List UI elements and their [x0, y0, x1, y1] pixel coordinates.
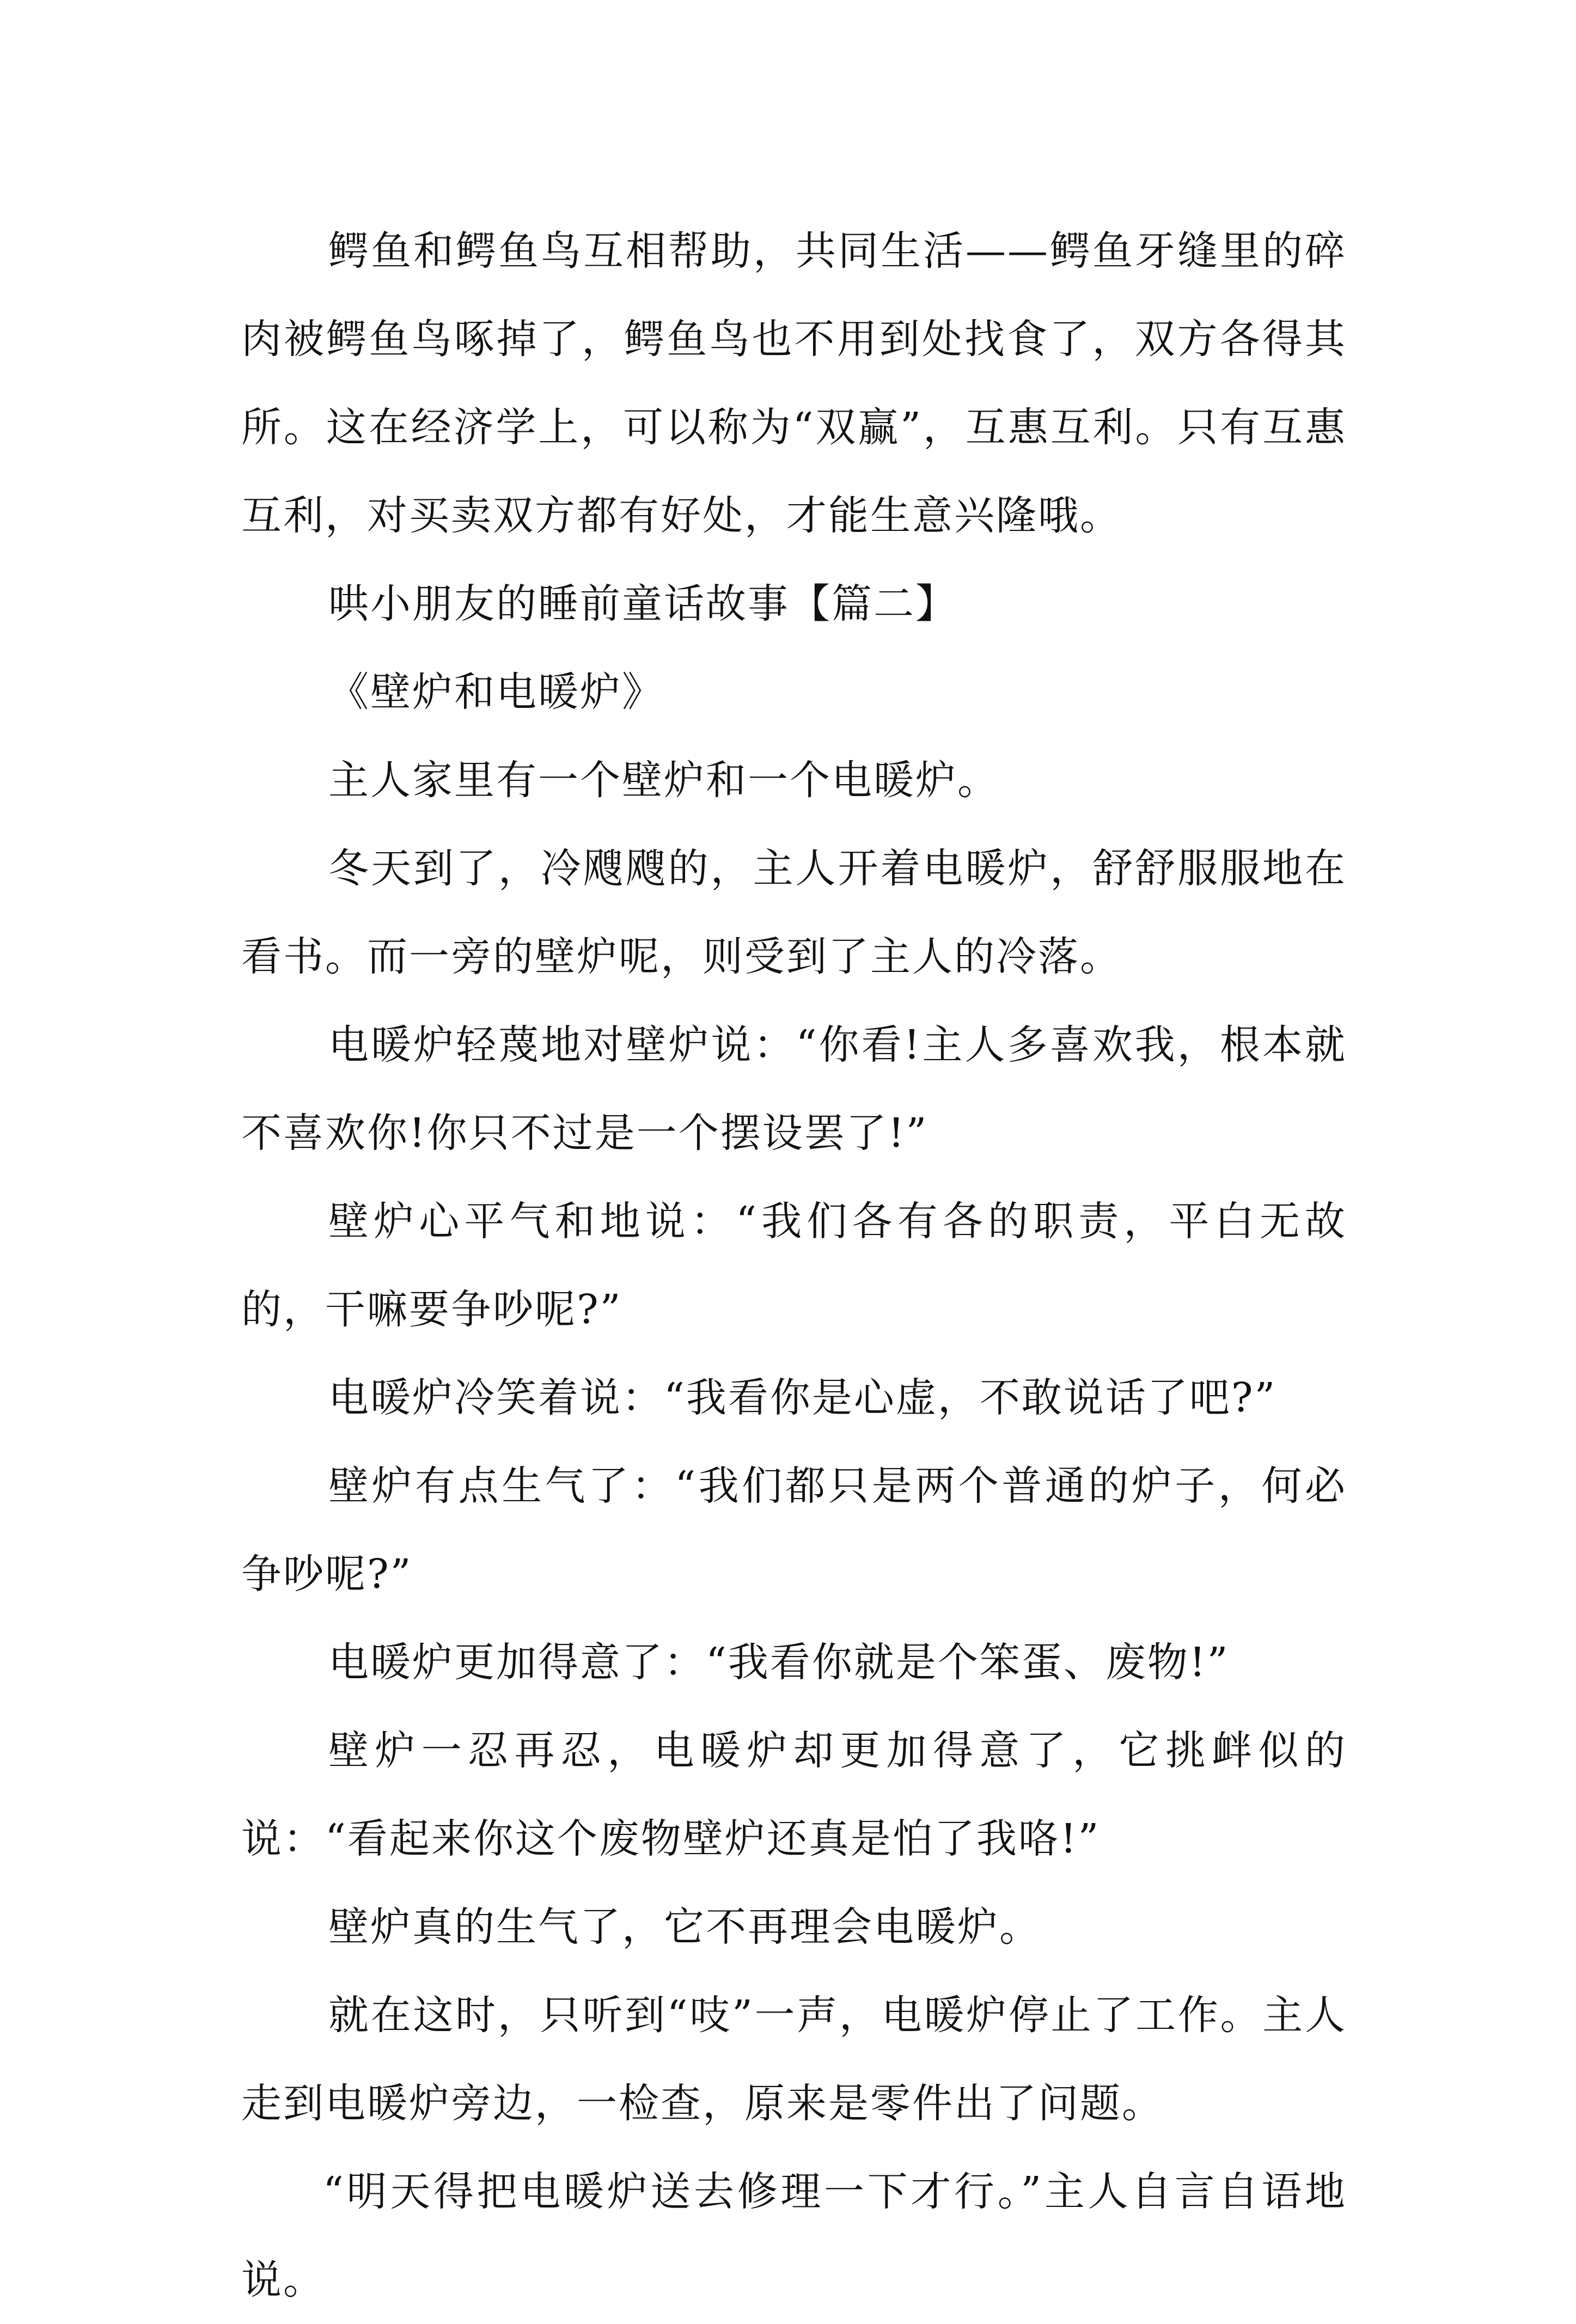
paragraph-8: 电暖炉更加得意了：“我看你就是个笨蛋、废物!” [328, 1639, 1230, 1686]
paragraph-5: 壁炉心平气和地说：“我们各有各的职责，平白无故的，干嘛要争吵呢?” [241, 1198, 1347, 1333]
paragraph-12: “明天得把电暖炉送去修理一下才行。”主人自言自语地说。 [241, 2168, 1347, 2303]
story-title-heading: 哄小朋友的睡前童话故事【篇二】 [328, 580, 957, 627]
paragraph-6: 电暖炉冷笑着说：“我看你是心虚，不敢说话了吧?” [328, 1374, 1277, 1421]
document-body [241, 207, 1347, 2324]
paragraph-11: 就在这时，只听到“吱”一声，电暖炉停止了工作。主人走到电暖炉旁边，一检查，原来是零件出了问题。 [241, 1992, 1347, 2127]
paragraph-4: 电暖炉轻蔑地对壁炉说：“你看!主人多喜欢我，根本就不喜欢你!你只不过是一个摆设罢了!” [241, 1022, 1347, 1157]
paragraph-9: 壁炉一忍再忍，电暖炉却更加得意了，它挑衅似的说：“看起来你这个废物壁炉还真是怕了我咯!” [241, 1727, 1347, 1862]
paragraph-3: 冬天到了，冷飕飕的，主人开着电暖炉，舒舒服服地在看书。而一旁的壁炉呢，则受到了主人的冷落。 [241, 845, 1347, 980]
paragraph-7: 壁炉有点生气了：“我们都只是两个普通的炉子，何必争吵呢?” [241, 1463, 1347, 1598]
paragraph-1: 鳄鱼和鳄鱼鸟互相帮助，共同生活——鳄鱼牙缝里的碎肉被鳄鱼鸟啄掉了，鳄鱼鸟也不用到处找食了，双方各得其所。这在经济学上，可以称为“双赢”，互惠互利。只有互惠互利，对买卖双方都有好处，才能生意兴隆哦。 [241, 228, 1347, 539]
paragraph-10: 壁炉真的生气了，它不再理会电暖炉。 [328, 1904, 1041, 1950]
story-title: 《壁炉和电暖炉》 [328, 669, 664, 715]
paragraph-2: 主人家里有一个壁炉和一个电暖炉。 [328, 757, 999, 804]
